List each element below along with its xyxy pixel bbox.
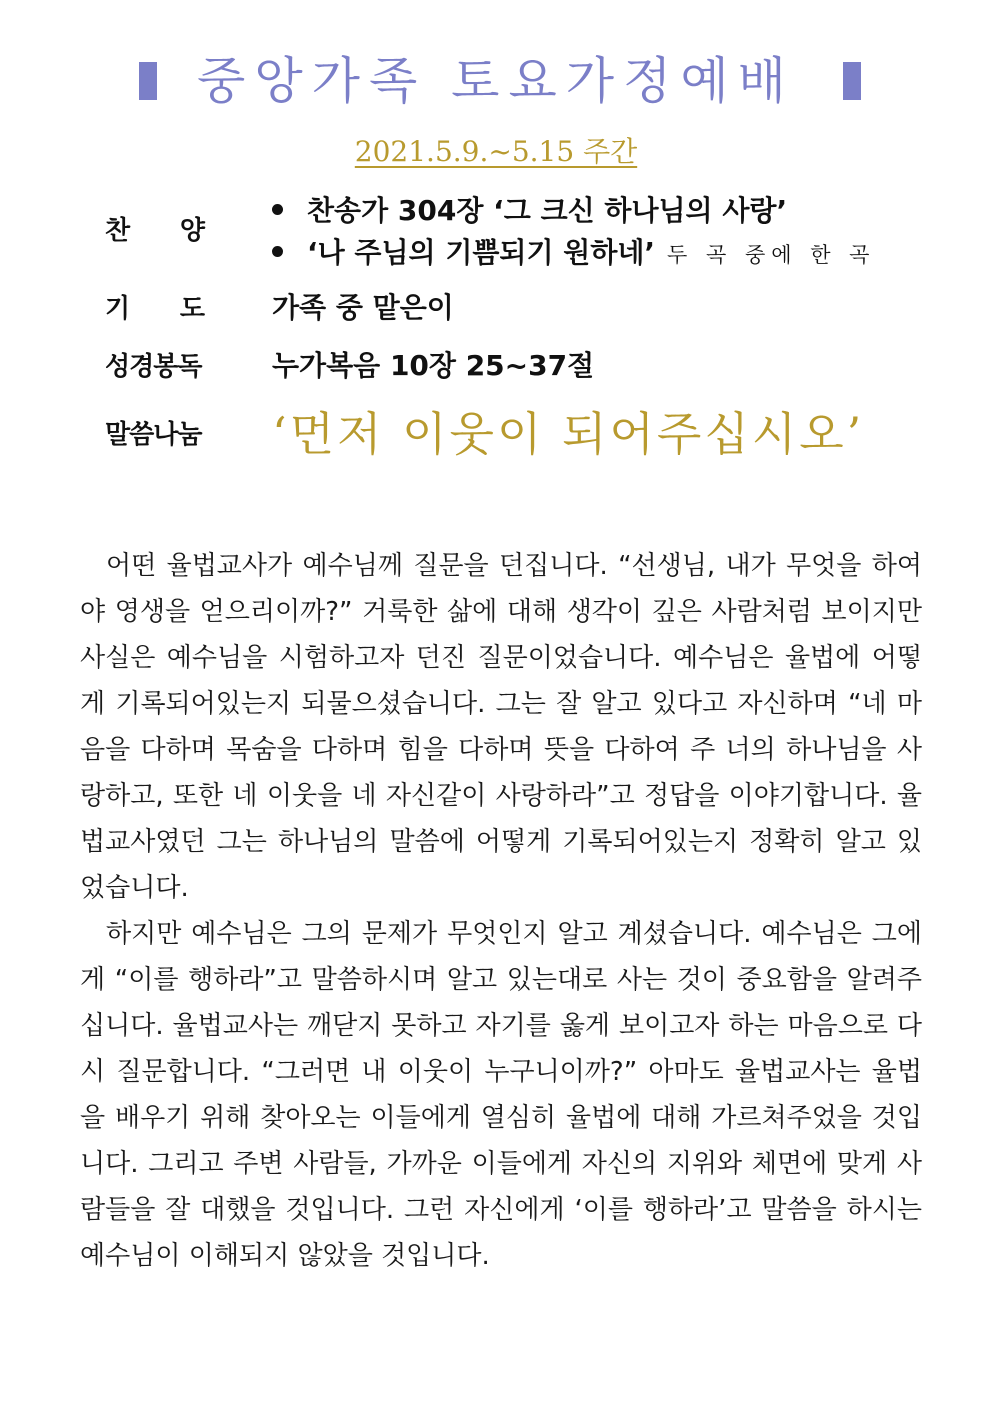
- body-paragraph: 하지만 예수님은 그의 문제가 무엇인지 알고 계셨습니다. 예수님은 그에게 “이를 행하라”고 말씀하시며 알고 있는대로 사는 것이 중요함을 알려주십니다. 율법교사는 깨닫지 못하고 자기를 옳게 보이고자 하는 마음으로 다시 질문합니다. “그러면 내 이웃이 누구니이까?” 아마도 율법교사는 율법을 배우기 위해 찾아오는 이들에게 열심히 율법에 대해 가르쳐주었을 것입니다. 그리고 주변 사람들, 가까운 이들에게 자신의 지위와 체면에 맞게 사람들을 잘 대했을 것입니다. 그런 자신에게 ‘이를 행하라’고 말씀을 하시는 예수님이 이해되지 않았을 것입니다.: [80, 919, 922, 1271]
- hymn-item-text: ‘나 주님의 기쁨되기 원하네’: [307, 236, 656, 269]
- date-range-text: 2021.5.9.~5.15 주간: [354, 135, 638, 168]
- hymn-item: [272, 193, 799, 231]
- hymn-item-note: 두 곡 중에 한 곡: [667, 243, 876, 267]
- hymn-label: [105, 214, 205, 248]
- page-title: 중앙가족 토요가정예배: [197, 52, 795, 110]
- hymn-label-char-1: 찬: [105, 216, 131, 246]
- hymn-label-char-2: 양: [179, 216, 205, 246]
- date-range: [0, 130, 992, 170]
- body-paragraph: 어떤 율법교사가 예수님께 질문을 던집니다. “선생님, 내가 무엇을 하여야 영생을 얻으리이까?” 거룩한 삶에 대해 생각이 깊은 사람처럼 보이지만 사실은 예수님을 시험하고자 던진 질문이었습니다. 예수님은 율법에 어떻게 기록되어있는지 되물으셨습니다. 그는 잘 알고 있다고 자신하며 “네 마음을 다하며 목숨을 다하며 힘을 다하며 뜻을 다하여 주 너의 하나님을 사랑하고, 또한 네 이웃을 네 자신같이 사랑하라”고 정답을 이야기합니다. 율법교사였던 그는 하나님의 말씀에 어떻게 기록되어있는지 정확히 알고 있었습니다.: [80, 551, 922, 903]
- hymn-item-text: 찬송가 304장 ‘그 크신 하나님의 사랑’: [307, 194, 788, 227]
- reading-label: 성경봉독: [105, 352, 202, 382]
- bullet-icon: [272, 204, 283, 215]
- prayer-label-char-2: 도: [179, 294, 205, 324]
- sermon-title: ‘먼저 이웃이 되어주십시오’: [272, 407, 865, 461]
- prayer-value: 가족 중 맡은이: [272, 291, 454, 324]
- sermon-label: 말씀나눔: [105, 420, 202, 450]
- page-header: [0, 44, 992, 116]
- bullet-icon: [272, 246, 283, 257]
- reading-value: 누가복음 10장 25~37절: [272, 349, 595, 382]
- sermon-body: [80, 543, 922, 1279]
- prayer-label: [105, 292, 205, 326]
- hymn-item: [272, 235, 875, 273]
- title-bar-right: [843, 62, 861, 100]
- prayer-label-char-1: 기: [105, 294, 131, 324]
